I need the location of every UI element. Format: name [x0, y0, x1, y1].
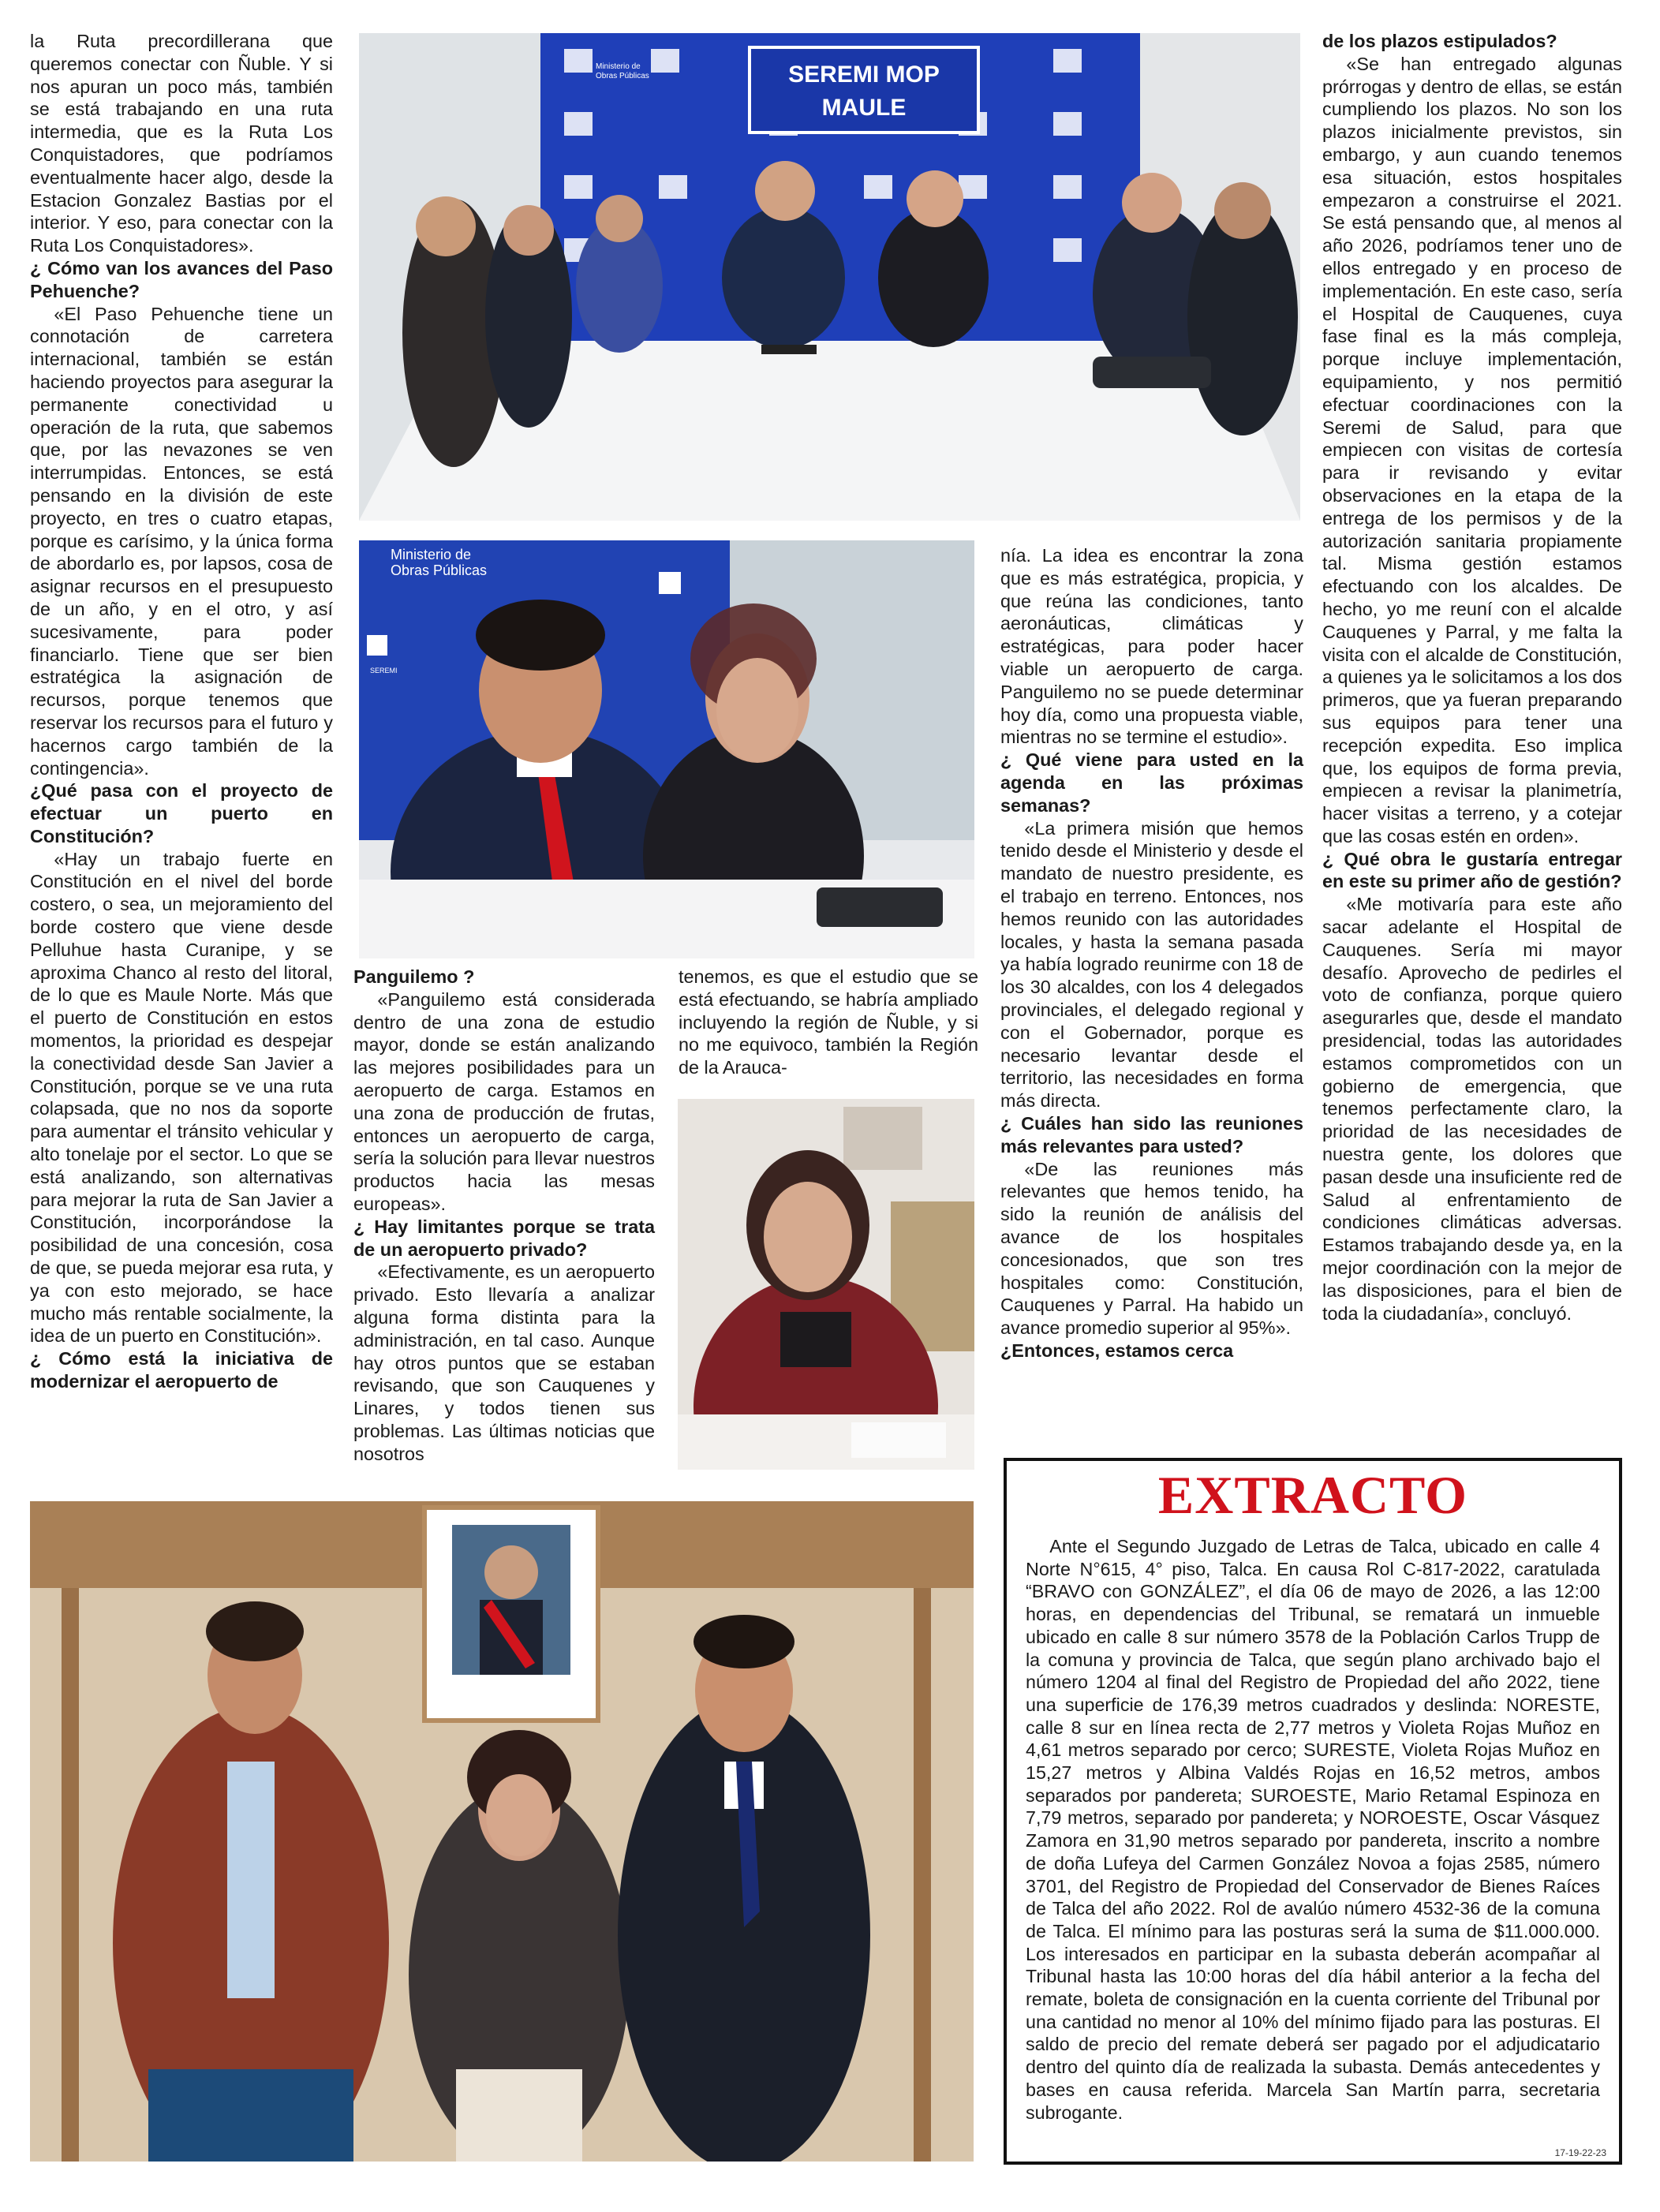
paragraph: «La primera misión que hemos tenido desde el Ministerio y desde el mandato de nuestro presidente, es el trabajo en terreno. Entonces, nos hemos reunido con las autoridades locales, y hasta la semana pasada ya había logrado reunirme con 18 de los 30 alcaldes, con los 4 delegados provinciales, el delegado regional y con el Gobernador, porque es necesario levantar desde el territorio, las necesidades en forma más directa.	[1000, 817, 1303, 1112]
extracto-code: 17-19-22-23	[1554, 2147, 1606, 2158]
paragraph: nía. La idea es encontrar la zona que es más estratégica, propicia, y que reúna las condiciones, tanto aeronáuticas, climáticas y estratégicas, para poder hacer viable un aeropuerto de carga. Panguilemo no se puede determinar hoy día, como una propuesta viable, mientras no se termine el estudio».	[1000, 545, 1303, 748]
column-3b	[1000, 544, 1303, 1362]
question-heading: ¿ Hay limitantes porque se trata de un aeropuerto privado?	[353, 1216, 655, 1260]
column-2	[353, 966, 655, 1466]
question-heading: ¿ Qué obra le gustaría entregar en este su primer año de gestión?	[1322, 848, 1622, 892]
banner-maule: MAULE	[821, 95, 907, 121]
paragraph: «Panguilemo está considerada dentro de una zona de estudio mayor, donde se están analizando las mejores posibilidades para un aeropuerto de carga. Estamos en una zona de producción de frutas, entonces un aeropuerto de carga, sería la solución para llevar nuestros productos hacia las mesas europeas».	[353, 988, 655, 1214]
svg-text:SEREMI: SEREMI	[370, 667, 398, 674]
question-heading: ¿ Cómo van los avances del Paso Pehuenche?	[30, 257, 333, 301]
column-1	[30, 30, 333, 1393]
paragraph: tenemos, es que el estudio que se está efectuando, se habría ampliado incluyendo la región de Ñuble, y si no me equivoco, también la Región de la Arauca-	[679, 966, 978, 1078]
question-heading: ¿Entonces, estamos cerca	[1000, 1340, 1234, 1361]
photo-meeting-room	[359, 33, 1300, 521]
extracto-notice	[1004, 1458, 1622, 2165]
paragraph: «De las reuniones más relevantes que hemos tenido, ha sido la reunión de análisis del avance de los hospitales concesionados, que son tres hospitales como: Constitución, Cauquenes y Parral. Ha habido un avance promedio superior al 95%».	[1000, 1158, 1303, 1339]
question-heading: ¿ Cuáles han sido las reuniones más relevantes para usted?	[1000, 1112, 1303, 1156]
extracto-body: Ante el Segundo Juzgado de Letras de Talca, ubicado en calle 4 Norte N°615, 4° piso, Talca. En causa Rol C-817-2022, caratulada “BRAVO con GONZÁLEZ”, el día 06 de mayo de 2026, a las 12:00 horas, en dependencias del Tribunal, se rematará un inmueble ubicado en calle 8 sur número 3578 de la Población Carlos Trupp de la comuna y provincia de Talca, que según plano archivado bajo el número 1204 al final del Registro de Propiedad del año 2022, tiene una superficie de 176,39 metros cuadrados y deslinda: NORESTE, calle 8 sur en línea recta de 2,77 metros y Violeta Rojas Muñoz en 4,61 metros separado por cerco; SURESTE, Violeta Rojas Muñoz en 15,27 metros y Albina Valdés Rojas en 16,52 metros, ambos separados por pandereta; SUROESTE, Mario Retamal Espinoza en 7,79 metros, separado por pandereta; y NOROESTE, Oscar Vásquez Zamora en 31,90 metros separado por pandereta, inscrito a nombre de doña Lufeya del Carmen González Novoa a fojas 2585, número 3701, del Registro de Propiedad del Conservador de Bienes Raíces de Talca del año 2022. Rol de avalúo número 4532-36 de la comuna de Talca. El mínimo para las posturas será la suma de $11.000.000. Los interesados en participar en la subasta deberán acompañar al Tribunal hasta las 10:00 horas del día hábil anterior a la fecha del remate, boleta de consignación en la cuenta corriente del Tribunal por una cantidad no menor al 10% del mínimo fijado para las posturas. El saldo de precio del remate deberá ser pagado por el adjudicatario dentro del quinto día de realizada la subasta. Demás antecedentes y bases en causa referida. Marcela San Martín parra, secretaria subrogante.	[1026, 1536, 1600, 2123]
paragraph: «Se han entregado algunas prórrogas y dentro de ellas, se están cumpliendo los plazos. No son los plazos inicialmente previstos, sin embargo, y aun cuando tenemos esa situación, estos hospitales empezaron a construirse el 2021. Se está pensando que, al menos al año 2026, podríamos tener uno de ellos entregado y en proceso de implementación. En este caso, sería el Hospital de Cauquenes, cuya fase final es la más compleja, porque incluye implementación, equipamiento, y nos permitió efectuar coordinaciones con la Seremi de Salud, para que empiecen con visitas de cortesía para ir revisando y evitar observaciones en la etapa de la entrega de los permisos y de la autorización sanitaria propiamente tal. Misma gestión estamos efectuando con los alcaldes. De hecho, yo me reuní con el alcalde Cauquenes y Parral, y me falta la visita con el alcalde de Constitución, a quienes ya le solicitamos a los dos primeros, que ya fueran preparando sus equipos para tener una recepción expedita. Eso implica que, los equipos de forma previa, empiecen a revisar la planimetría, hacer visitas a terreno, y a cotejar que las cosas estén en orden».	[1322, 53, 1622, 846]
question-heading: ¿ Cómo está la iniciativa de modernizar el aeropuerto de	[30, 1348, 333, 1392]
question-heading: ¿ Qué viene para usted en la agenda en las próximas semanas?	[1000, 749, 1303, 816]
paragraph: «Efectivamente, es un aeropuerto privado. Esto llevaría a analizar alguna forma distinta para la administración, en tal caso. Aunque hay otros puntos que se estaban revisando, que son Cauquenes y Linares, y todos tienen sus problemas. Las últimas noticias que nosotros	[353, 1261, 655, 1464]
photo-three-officials	[30, 1501, 974, 2162]
column-3a	[679, 966, 978, 1079]
paragraph: «Me motivaría para este año sacar adelante el Hospital de Cauquenes. Sería mi mayor desafío. Aprovecho de pedirles el voto de confianza, porque quiero asegurarles que, desde el mandato presidencial, todas las autoridades estamos comprometidos con un gobierno de emergencia, que tenemos perfectamente claro, la prioridad de las necesidades de nuestra gente, los dolores que pasan desde una insuficiente red de Salud al enfrentamiento de condiciones climáticas adversas. Estamos trabajando desde ya, en la mejor coordinación con la mejor de las disposiciones, para el bien de toda la ciudadanía», concluyó.	[1322, 894, 1622, 1324]
photo-two-officials	[359, 540, 974, 958]
svg-text:Obras Públicas: Obras Públicas	[391, 562, 488, 578]
photo-woman-office	[678, 1099, 974, 1470]
paragraph: la Ruta precordillerana que queremos conectar con Ñuble. Y si nos apuran un poco más, también se está trabajando en una ruta intermedia, que es la Ruta Los Conquistadores, que podríamos eventualmente hacer algo, desde la Estacion Gonzalez Bastias por el interior. Y eso, para conectar con la Ruta Los Conquistadores».	[30, 31, 333, 256]
question-heading: de los plazos estipulados?	[1322, 31, 1557, 51]
svg-text:Obras Públicas: Obras Públicas	[596, 72, 649, 80]
banner-seremi-mop: SEREMI MOP	[788, 62, 940, 88]
question-heading: Panguilemo ?	[353, 966, 475, 987]
wall-logo-text-2: Ministerio de	[391, 547, 472, 562]
paragraph: «El Paso Pehuenche tiene un connotación de carretera internacional, también se están haciendo proyectos para asegurar la permanente conectividad u operación de la ruta, que sabemos que, por las nevazones se ven interrumpidas. Entonces, se está pensando en la división de este proyecto, en tres o cuatro etapas, porque es carísimo, y la única forma de abordarlo es, por lapsos, cosa de asignar recursos en el presupuesto de un año, y en el otro, y así sucesivamente, para poder financiarlo. Tiene que ser bien estratégica la asignación de recursos, porque tenemos que reservar los recursos para el futuro y hacernos cargo también de la contingencia».	[30, 303, 333, 779]
column-4	[1322, 30, 1622, 1325]
paragraph: «Hay un trabajo fuerte en Constitución en el nivel del borde costero, o sea, un mejoramiento del borde costero que viene desde Pelluhue hasta Curanipe, y se aproxima Chanco al resto del litoral, de lo que es Maule Norte. Más que el puerto de Constitución en estos momentos, la prioridad es despejar la conectividad desde San Javier a Constitución, porque se ve una ruta colapsada, que no nos da soporte para aumentar el tránsito vehicular y alto tonelaje por el sector. Lo que se está analizando, son alternativas para mejorar la ruta de San Javier a Constitución, incorporándose la posibilidad de una concesión, cosa de que, se pueda mejorar esa ruta, y ya con esto mejorado, se hace mucho más rentable socialmente, la idea de un puerto en Constitución».	[30, 848, 333, 1347]
extracto-title: EXTRACTO	[1157, 1465, 1468, 1525]
question-heading: ¿Qué pasa con el proyecto de efectuar un puerto en Constitución?	[30, 780, 333, 846]
wall-logo-text: Ministerio de	[596, 62, 641, 71]
